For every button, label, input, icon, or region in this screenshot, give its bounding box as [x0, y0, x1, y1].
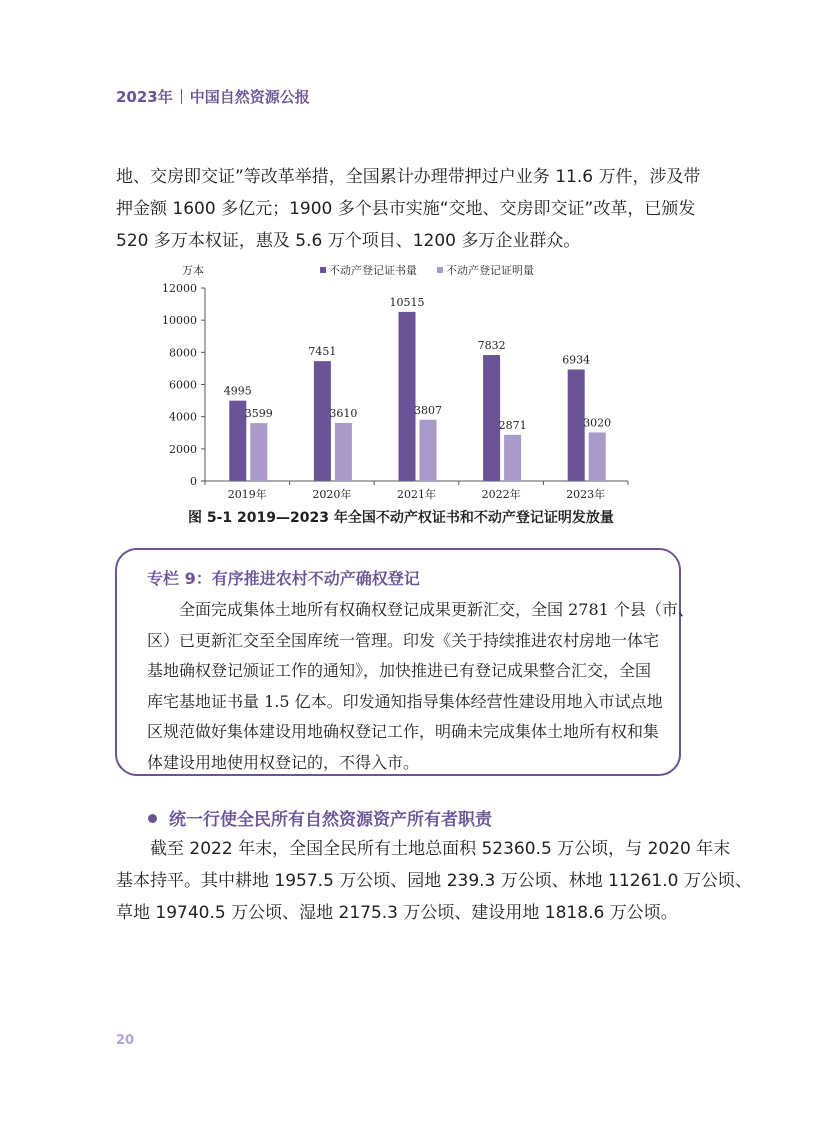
data-label: 6934	[562, 353, 591, 367]
section-line: 基本持平。其中耕地 1957.5 万公顷、园地 239.3 万公顷、林地 11261.0 万公顷、	[116, 871, 752, 891]
y-tick-label: 12000	[162, 282, 197, 295]
y-tick-label: 6000	[169, 378, 197, 392]
y-tick-label: 2000	[169, 442, 197, 456]
data-label: 4995	[223, 384, 252, 398]
bar	[589, 432, 606, 481]
legend-swatch	[437, 267, 443, 273]
header-year: 2023年	[116, 88, 173, 106]
column-line: 区规范做好集体建设用地确权登记工作，明确未完成集体土地所有权和集	[147, 722, 660, 741]
legend-label: 不动产登记证书量	[329, 264, 417, 277]
x-tick-label: 2019年	[227, 488, 267, 501]
chart-svg	[160, 262, 640, 507]
legend-label: 不动产登记证明量	[446, 264, 534, 277]
y-tick-label: 8000	[169, 346, 197, 360]
data-label: 10515	[389, 295, 425, 309]
section-heading	[148, 805, 492, 830]
column-title: 专栏 9：有序推进农村不动产确权登记	[147, 569, 420, 588]
bar	[399, 312, 416, 481]
intro-line: 520 多万本权证，惠及 5.6 万个项目、1200 多万企业群众。	[116, 231, 581, 251]
column-box	[115, 548, 694, 776]
intro-line: 押金额 1600 多亿元；1900 多个县市实施“交地、交房即交证”改革，已颁发	[116, 199, 696, 219]
bar	[314, 361, 331, 481]
data-label: 3599	[244, 407, 273, 421]
column-line: 基地确权登记颁证工作的通知》，加快推进已有登记成果整合汇交，全国	[147, 661, 652, 680]
section-line: 草地 19740.5 万公顷、湿地 2175.3 万公顷、建设用地 1818.6 万公顷。	[116, 903, 678, 923]
header-title: 中国自然资源公报	[189, 88, 310, 106]
section-paragraph	[116, 833, 752, 929]
column-line: 库宅基地证书量 1.5 亿本。印发通知指导集体经营性建设用地入市试点地	[147, 691, 663, 711]
column-line: 区）已更新汇交至全国库统一管理。印发《关于持续推进农村房地一体宅	[147, 630, 660, 650]
header-divider	[181, 89, 182, 104]
bullet-dot	[148, 814, 157, 823]
data-label: 3807	[414, 403, 442, 417]
y-tick-label: 0	[190, 475, 197, 488]
x-tick-label: 2021年	[397, 488, 436, 501]
page-header	[116, 86, 310, 107]
data-label: 3020	[583, 416, 612, 430]
bar	[504, 435, 521, 481]
certificate-bar-chart	[160, 262, 640, 532]
bar	[568, 369, 585, 481]
x-tick-label: 2020年	[312, 488, 352, 501]
legend-swatch	[320, 267, 326, 273]
y-tick-label: 4000	[169, 410, 197, 424]
section-line: 截至 2022 年末，全国全民所有土地总面积 52360.5 万公顷，与 2020 年末	[150, 839, 731, 859]
y-tick-label: 10000	[162, 314, 197, 328]
intro-line: 地、交房即交证”等改革举措，全国累计办理带押过户业务 11.6 万件，涉及带	[116, 167, 701, 187]
x-tick-label: 2022年	[481, 488, 521, 501]
x-tick-label: 2023年	[566, 488, 606, 501]
bar	[250, 423, 267, 481]
intro-paragraph	[116, 161, 701, 257]
bar	[229, 401, 246, 481]
y-axis-unit-label: 万本	[182, 264, 204, 277]
column-body	[147, 595, 694, 778]
data-label: 7832	[477, 339, 506, 353]
column-line: 全面完成集体土地所有权确权登记成果更新汇交，全国 2781 个县（市、	[179, 600, 694, 619]
bar	[420, 420, 437, 481]
column-line: 体建设用地使用权登记的，不得入市。	[147, 752, 420, 772]
page-number: 20	[116, 1033, 135, 1048]
bar	[335, 423, 352, 481]
figure-caption: 图 5-1 2019—2023 年全国不动产权证书和不动产登记证明发放量	[188, 510, 614, 526]
bar	[483, 355, 500, 481]
data-label: 7451	[308, 345, 337, 359]
section-heading-text: 统一行使全民所有自然资源资产所有者职责	[169, 810, 492, 830]
data-label: 2871	[498, 418, 527, 432]
data-label: 3610	[329, 406, 358, 420]
